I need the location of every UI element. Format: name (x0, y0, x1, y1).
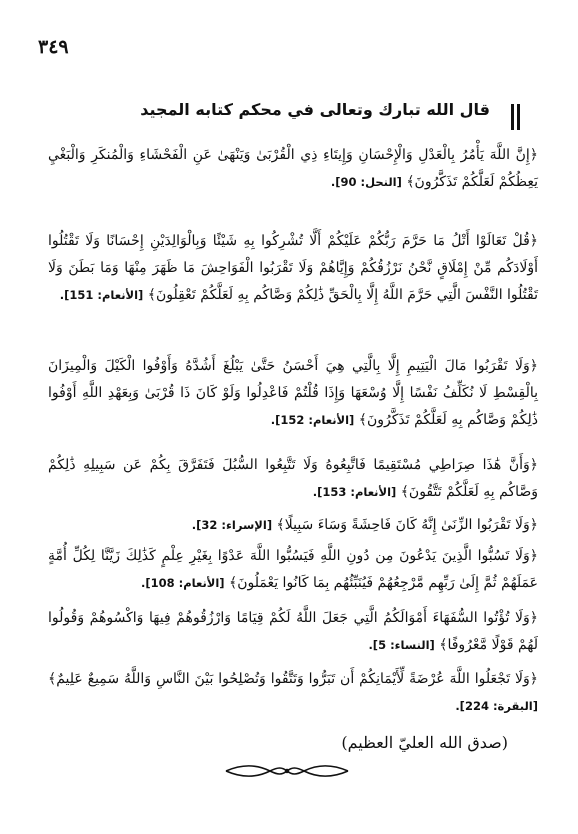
verse-block (48, 228, 538, 309)
verse-block (48, 543, 538, 597)
verse-reference: [البقرة: 224]. (455, 699, 538, 713)
heading-marker (511, 104, 514, 130)
verse-reference: [الإسراء: 32]. (191, 518, 273, 532)
verse-text: ﴿وَلَا تَجْعَلُوا اللَّهَ عُرْضَةً لِّأَيْمَانِكُمْ أَن تَبَرُّوا وَتَتَّقُوا وَتُصْلِحُوا بَيْنَ النَّاسِ وَاللَّهُ سَمِيعٌ عَلِيمٌ﴾ (48, 671, 538, 687)
verse-text: ﴿وَأَنَّ هَٰذَا صِرَاطِي مُسْتَقِيمًا فَاتَّبِعُوهُ وَلَا تَتَّبِعُوا السُّبُلَ فَتَفَرَّقَ بِكُمْ عَن سَبِيلِهِ ذَٰلِكُمْ وَصَّاكُم بِهِ لَعَلَّكُمْ تَتَّقُونَ﴾ (48, 457, 538, 500)
verse-reference: [النحل: 90]. (330, 175, 402, 189)
verse-block (48, 452, 538, 506)
verse-block (48, 666, 538, 720)
verse-reference: [الأنعام: 108]. (141, 576, 225, 590)
verse-text: ﴿إِنَّ اللَّهَ يَأْمُرُ بِالْعَدْلِ وَالْإِحْسَانِ وَإِيتَاءِ ذِي الْقُرْبَىٰ وَيَنْهَىٰ عَنِ الْفَحْشَاءِ وَالْمُنكَرِ وَالْبَغْيِ يَعِظُكُمْ لَعَلَّكُمْ تَذَكَّرُونَ﴾ (48, 147, 538, 190)
verse-text: ﴿وَلَا تُؤْتُوا السُّفَهَاءَ أَمْوَالَكُمُ الَّتِي جَعَلَ اللَّهُ لَكُمْ قِيَامًا وَارْزُقُوهُمْ فِيهَا وَاكْسُوهُمْ وَقُولُوا لَهُمْ قَوْلًا مَّعْرُوفًا﴾ (48, 610, 538, 653)
heading-title: قال الله تبارك وتعالى في محكم كتابه المجيد (140, 100, 490, 119)
section-heading (60, 100, 490, 134)
verse-text: ﴿قُلْ تَعَالَوْا أَتْلُ مَا حَرَّمَ رَبُّكُمْ عَلَيْكُمْ أَلَّا تُشْرِكُوا بِهِ شَيْئًا وَبِالْوَالِدَيْنِ إِحْسَانًا وَلَا تَقْتُلُوا أَوْلَادَكُم مِّنْ إِمْلَاقٍ نَّحْنُ نَرْزُقُكُمْ وَإِيَّاهُمْ وَلَا تَقْرَبُوا الْفَوَاحِشَ مَا ظَهَرَ مِنْهَا وَمَا بَطَنَ وَلَا تَقْتُلُوا النَّفْسَ الَّتِي حَرَّمَ اللَّهُ إِلَّا بِالْحَقِّ ذَٰلِكُمْ وَصَّاكُم بِهِ لَعَلَّكُمْ تَعْقِلُونَ﴾ (48, 233, 538, 303)
verse-text: ﴿وَلَا تَقْرَبُوا الزِّنَىٰ إِنَّهُ كَانَ فَاحِشَةً وَسَاءَ سَبِيلًا﴾ (276, 517, 538, 533)
verse-reference: [الأنعام: 152]. (270, 413, 355, 427)
verse-block (48, 605, 538, 659)
verse-block (48, 512, 538, 539)
closing-phrase: (صدق الله العليّ العظيم) (341, 733, 508, 752)
verse-text: ﴿وَلَا تَسُبُّوا الَّذِينَ يَدْعُونَ مِن دُونِ اللَّهِ فَيَسُبُّوا اللَّهَ عَدْوًا بِغَيْرِ عِلْمٍ كَذَٰلِكَ زَيَّنَّا لِكُلِّ أُمَّةٍ عَمَلَهُمْ ثُمَّ إِلَىٰ رَبِّهِم مَّرْجِعُهُمْ فَيُنَبِّئُهُم بِمَا كَانُوا يَعْمَلُونَ﴾ (48, 548, 538, 591)
verse-block (48, 142, 538, 196)
verse-block (48, 353, 538, 434)
verse-text: ﴿وَلَا تَقْرَبُوا مَالَ الْيَتِيمِ إِلَّا بِالَّتِي هِيَ أَحْسَنُ حَتَّىٰ يَبْلُغَ أَشُدَّهُ وَأَوْفُوا الْكَيْلَ وَالْمِيزَانَ بِالْقِسْطِ لَا نُكَلِّفُ نَفْسًا إِلَّا وُسْعَهَا وَإِذَا قُلْتُمْ فَاعْدِلُوا وَلَوْ كَانَ ذَا قُرْبَىٰ وَبِعَهْدِ اللَّهِ أَوْفُوا ذَٰلِكُمْ وَصَّاكُم بِهِ لَعَلَّكُمْ تَذَكَّرُونَ﴾ (48, 358, 538, 428)
page-number: ٣٤٩ (38, 36, 69, 58)
verse-reference: [الأنعام: 151]. (59, 288, 144, 302)
verse-reference: [الأنعام: 153]. (312, 485, 397, 499)
ornament-divider (222, 763, 352, 779)
verse-reference: [النساء: 5]. (368, 638, 435, 652)
